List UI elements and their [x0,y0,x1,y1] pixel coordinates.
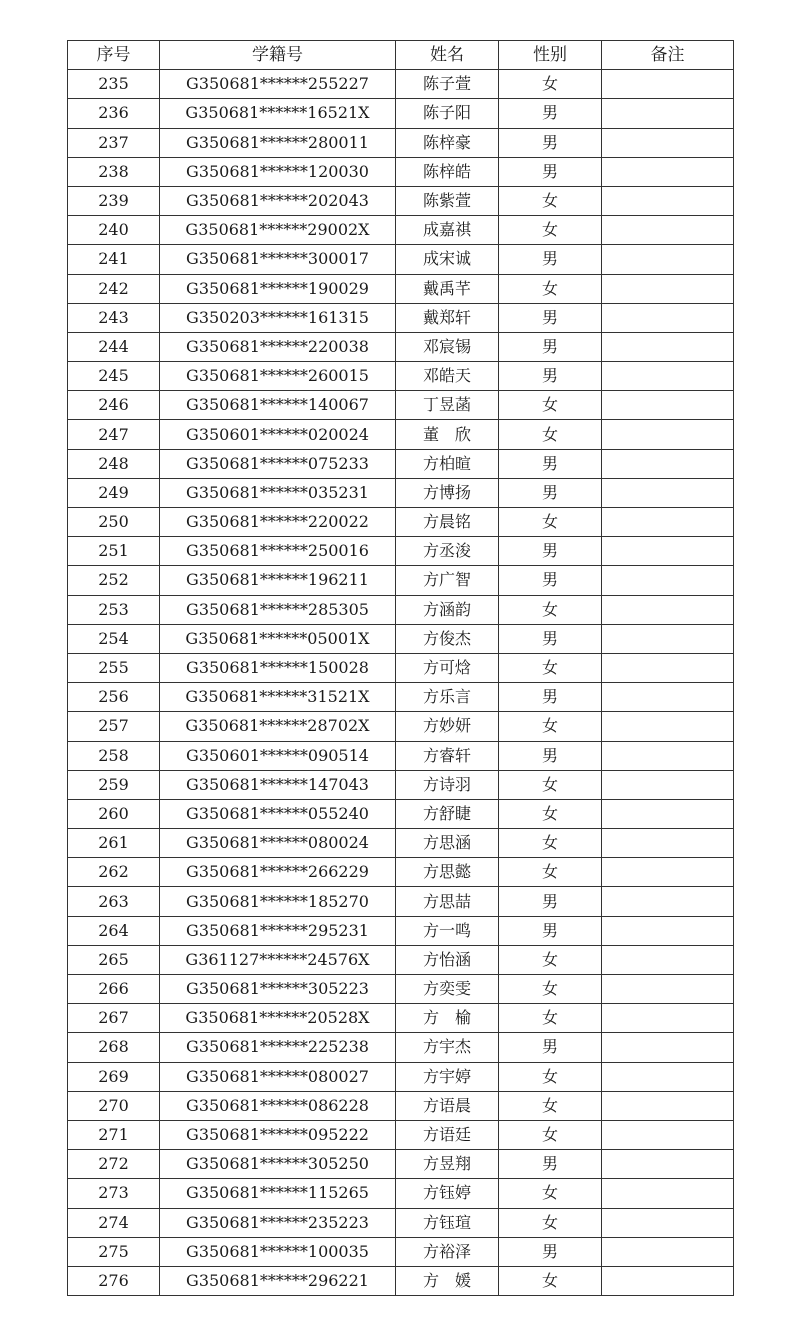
remark-cell [602,420,734,449]
gender-cell: 女 [499,770,602,799]
student-id-cell: G350681******260015 [160,362,396,391]
serial-number-cell: 268 [68,1033,160,1062]
student-roster-table [67,40,734,1296]
remark-cell [602,858,734,887]
student-id-cell: G350681******035231 [160,478,396,507]
student-id-cell: G350601******090514 [160,741,396,770]
student-id-cell: G350681******300017 [160,245,396,274]
student-name-cell: 方语廷 [396,1120,499,1149]
serial-number-cell: 253 [68,595,160,624]
student-id-cell: G350681******225238 [160,1033,396,1062]
gender-cell: 女 [499,508,602,537]
remark-cell [602,478,734,507]
remark-cell [602,829,734,858]
gender-cell: 男 [499,449,602,478]
table-row [68,712,734,741]
serial-number-cell: 236 [68,99,160,128]
remark-cell [602,683,734,712]
student-name-cell: 方广智 [396,566,499,595]
serial-number-cell: 266 [68,975,160,1004]
student-name-cell: 方思喆 [396,887,499,916]
student-name-cell: 方 榆 [396,1004,499,1033]
table-row [68,770,734,799]
student-name-cell: 方思懿 [396,858,499,887]
remark-cell [602,741,734,770]
student-id-cell: G350681******280011 [160,128,396,157]
student-name-cell: 方宇杰 [396,1033,499,1062]
gender-cell: 女 [499,391,602,420]
serial-number-cell: 265 [68,945,160,974]
gender-cell: 女 [499,799,602,828]
remark-cell [602,216,734,245]
serial-number-cell: 240 [68,216,160,245]
table-row [68,70,734,99]
remark-cell [602,975,734,1004]
remark-cell [602,99,734,128]
gender-cell: 男 [499,478,602,507]
remark-cell [602,566,734,595]
student-id-cell: G350601******020024 [160,420,396,449]
student-id-cell: G350681******285305 [160,595,396,624]
student-name-cell: 邓宸锡 [396,332,499,361]
remark-cell [602,1237,734,1266]
serial-number-cell: 269 [68,1062,160,1091]
remark-cell [602,157,734,186]
student-id-cell: G350681******115265 [160,1179,396,1208]
student-name-cell: 方钰婷 [396,1179,499,1208]
student-id-cell: G361127******24576X [160,945,396,974]
table-row [68,595,734,624]
gender-cell: 男 [499,683,602,712]
remark-cell [602,1120,734,1149]
table-row [68,274,734,303]
student-name-cell: 方昱翔 [396,1150,499,1179]
gender-cell: 女 [499,975,602,1004]
remark-cell [602,391,734,420]
student-id-cell: G350681******250016 [160,537,396,566]
table-row [68,99,734,128]
table-row [68,157,734,186]
remark-cell [602,595,734,624]
remark-cell [602,1062,734,1091]
student-name-cell: 戴禹芊 [396,274,499,303]
table-row [68,1179,734,1208]
remark-cell [602,186,734,215]
gender-cell: 女 [499,945,602,974]
remark-cell [602,303,734,332]
student-name-cell: 方怡涵 [396,945,499,974]
table-row [68,449,734,478]
remark-cell [602,945,734,974]
serial-number-cell: 256 [68,683,160,712]
gender-cell: 女 [499,274,602,303]
gender-cell: 女 [499,70,602,99]
gender-cell: 女 [499,1120,602,1149]
gender-cell: 男 [499,887,602,916]
gender-cell: 女 [499,186,602,215]
serial-number-cell: 276 [68,1266,160,1295]
serial-number-cell: 271 [68,1120,160,1149]
student-name-cell: 方博扬 [396,478,499,507]
student-name-cell: 方妙妍 [396,712,499,741]
student-name-cell: 方宇婷 [396,1062,499,1091]
remark-cell [602,70,734,99]
table-row [68,303,734,332]
gender-cell: 男 [499,128,602,157]
serial-number-cell: 257 [68,712,160,741]
remark-cell [602,508,734,537]
student-name-cell: 成宋诚 [396,245,499,274]
remark-cell [602,1033,734,1062]
table-row [68,683,734,712]
gender-cell: 男 [499,566,602,595]
remark-cell [602,653,734,682]
student-name-cell: 方晨铭 [396,508,499,537]
student-id-cell: G350681******295231 [160,916,396,945]
student-name-cell: 戴郑轩 [396,303,499,332]
student-id-cell: G350681******220038 [160,332,396,361]
table-row [68,1266,734,1295]
table-row [68,829,734,858]
student-name-cell: 方语晨 [396,1091,499,1120]
student-id-cell: G350681******080024 [160,829,396,858]
table-row [68,653,734,682]
student-name-cell: 董 欣 [396,420,499,449]
gender-cell: 女 [499,653,602,682]
serial-number-cell: 275 [68,1237,160,1266]
table-header-row [68,41,734,70]
student-id-cell: G350681******255227 [160,70,396,99]
remark-cell [602,362,734,391]
gender-cell: 女 [499,829,602,858]
student-roster-sheet [67,40,733,1296]
student-name-cell: 陈梓皓 [396,157,499,186]
serial-number-cell: 246 [68,391,160,420]
gender-cell: 男 [499,741,602,770]
student-id-cell: G350681******080027 [160,1062,396,1091]
student-id-cell: G350681******305223 [160,975,396,1004]
gender-cell: 男 [499,332,602,361]
student-name-cell: 方可焓 [396,653,499,682]
student-id-cell: G350681******120030 [160,157,396,186]
student-id-cell: G350681******086228 [160,1091,396,1120]
table-row [68,858,734,887]
serial-number-cell: 263 [68,887,160,916]
serial-number-cell: 237 [68,128,160,157]
student-id-cell: G350681******20528X [160,1004,396,1033]
serial-number-cell: 239 [68,186,160,215]
serial-number-cell: 260 [68,799,160,828]
student-id-cell: G350203******161315 [160,303,396,332]
remark-cell [602,128,734,157]
serial-number-cell: 235 [68,70,160,99]
table-row [68,1237,734,1266]
remark-cell [602,245,734,274]
gender-cell: 男 [499,99,602,128]
remark-cell [602,799,734,828]
gender-cell: 女 [499,1179,602,1208]
student-id-cell: G350681******29002X [160,216,396,245]
serial-number-cell: 267 [68,1004,160,1033]
student-id-cell: G350681******075233 [160,449,396,478]
header-serial-number: 序号 [68,41,160,70]
serial-number-cell: 247 [68,420,160,449]
student-id-cell: G350681******296221 [160,1266,396,1295]
student-name-cell: 邓皓天 [396,362,499,391]
gender-cell: 男 [499,362,602,391]
header-remark: 备注 [602,41,734,70]
student-id-cell: G350681******305250 [160,1150,396,1179]
remark-cell [602,449,734,478]
remark-cell [602,770,734,799]
serial-number-cell: 243 [68,303,160,332]
serial-number-cell: 258 [68,741,160,770]
table-row [68,975,734,1004]
student-name-cell: 方思涵 [396,829,499,858]
student-id-cell: G350681******150028 [160,653,396,682]
table-row [68,945,734,974]
table-body [68,70,734,1296]
serial-number-cell: 252 [68,566,160,595]
table-row [68,1004,734,1033]
student-id-cell: G350681******185270 [160,887,396,916]
remark-cell [602,624,734,653]
remark-cell [602,887,734,916]
serial-number-cell: 274 [68,1208,160,1237]
student-name-cell: 方舒睫 [396,799,499,828]
student-id-cell: G350681******190029 [160,274,396,303]
student-name-cell: 陈子萱 [396,70,499,99]
student-name-cell: 方钰瑄 [396,1208,499,1237]
header-student-id: 学籍号 [160,41,396,70]
gender-cell: 女 [499,1266,602,1295]
table-row [68,624,734,653]
serial-number-cell: 272 [68,1150,160,1179]
table-row [68,1208,734,1237]
table-row [68,1120,734,1149]
table-row [68,128,734,157]
table-row [68,420,734,449]
student-name-cell: 方诗羽 [396,770,499,799]
student-id-cell: G350681******140067 [160,391,396,420]
gender-cell: 男 [499,157,602,186]
student-id-cell: G350681******28702X [160,712,396,741]
student-name-cell: 方 媛 [396,1266,499,1295]
student-id-cell: G350681******16521X [160,99,396,128]
student-id-cell: G350681******095222 [160,1120,396,1149]
student-name-cell: 方奕雯 [396,975,499,1004]
student-name-cell: 方俊杰 [396,624,499,653]
header-gender: 性别 [499,41,602,70]
table-row [68,478,734,507]
serial-number-cell: 244 [68,332,160,361]
table-row [68,332,734,361]
serial-number-cell: 255 [68,653,160,682]
table-row [68,362,734,391]
student-name-cell: 陈子阳 [396,99,499,128]
remark-cell [602,274,734,303]
table-row [68,1033,734,1062]
gender-cell: 女 [499,712,602,741]
student-id-cell: G350681******202043 [160,186,396,215]
header-name: 姓名 [396,41,499,70]
serial-number-cell: 241 [68,245,160,274]
student-name-cell: 陈梓豪 [396,128,499,157]
table-row [68,916,734,945]
student-name-cell: 陈紫萱 [396,186,499,215]
student-name-cell: 方乐言 [396,683,499,712]
remark-cell [602,537,734,566]
remark-cell [602,1150,734,1179]
serial-number-cell: 270 [68,1091,160,1120]
gender-cell: 女 [499,1004,602,1033]
gender-cell: 女 [499,1091,602,1120]
serial-number-cell: 259 [68,770,160,799]
gender-cell: 男 [499,1033,602,1062]
serial-number-cell: 264 [68,916,160,945]
table-row [68,216,734,245]
table-row [68,566,734,595]
student-id-cell: G350681******055240 [160,799,396,828]
remark-cell [602,1179,734,1208]
table-row [68,1091,734,1120]
student-name-cell: 方丞浚 [396,537,499,566]
serial-number-cell: 262 [68,858,160,887]
student-name-cell: 方一鸣 [396,916,499,945]
table-row [68,391,734,420]
serial-number-cell: 250 [68,508,160,537]
remark-cell [602,916,734,945]
remark-cell [602,1004,734,1033]
student-name-cell: 方涵韵 [396,595,499,624]
gender-cell: 女 [499,1062,602,1091]
serial-number-cell: 273 [68,1179,160,1208]
gender-cell: 女 [499,216,602,245]
serial-number-cell: 238 [68,157,160,186]
serial-number-cell: 242 [68,274,160,303]
table-row [68,508,734,537]
serial-number-cell: 249 [68,478,160,507]
gender-cell: 女 [499,1208,602,1237]
student-id-cell: G350681******220022 [160,508,396,537]
serial-number-cell: 248 [68,449,160,478]
remark-cell [602,1266,734,1295]
table-row [68,1062,734,1091]
student-id-cell: G350681******05001X [160,624,396,653]
serial-number-cell: 254 [68,624,160,653]
serial-number-cell: 261 [68,829,160,858]
remark-cell [602,332,734,361]
student-id-cell: G350681******266229 [160,858,396,887]
student-name-cell: 成嘉祺 [396,216,499,245]
gender-cell: 男 [499,537,602,566]
gender-cell: 女 [499,858,602,887]
gender-cell: 男 [499,1237,602,1266]
student-id-cell: G350681******196211 [160,566,396,595]
gender-cell: 男 [499,916,602,945]
student-name-cell: 方裕泽 [396,1237,499,1266]
table-row [68,245,734,274]
table-row [68,799,734,828]
serial-number-cell: 251 [68,537,160,566]
table-row [68,1150,734,1179]
student-id-cell: G350681******31521X [160,683,396,712]
student-name-cell: 方睿轩 [396,741,499,770]
gender-cell: 男 [499,1150,602,1179]
gender-cell: 女 [499,595,602,624]
gender-cell: 男 [499,245,602,274]
student-id-cell: G350681******147043 [160,770,396,799]
remark-cell [602,712,734,741]
student-name-cell: 方柏暄 [396,449,499,478]
serial-number-cell: 245 [68,362,160,391]
student-id-cell: G350681******100035 [160,1237,396,1266]
remark-cell [602,1091,734,1120]
student-id-cell: G350681******235223 [160,1208,396,1237]
gender-cell: 男 [499,624,602,653]
gender-cell: 男 [499,303,602,332]
table-row [68,887,734,916]
gender-cell: 女 [499,420,602,449]
table-row [68,537,734,566]
table-row [68,186,734,215]
table-row [68,741,734,770]
remark-cell [602,1208,734,1237]
student-name-cell: 丁昱菡 [396,391,499,420]
